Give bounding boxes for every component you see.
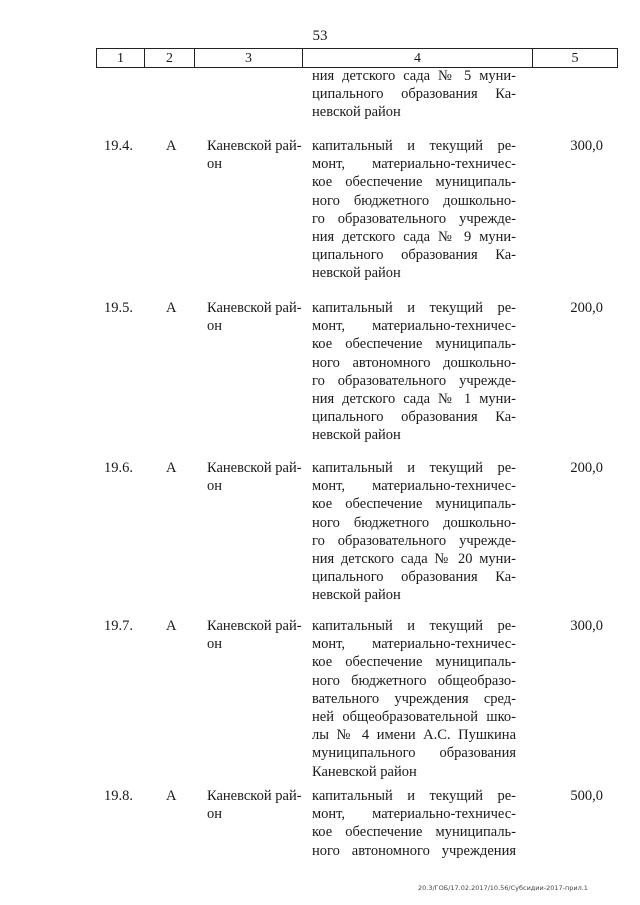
row-description	[312, 299, 516, 445]
description-line: капитальный и текущий ре-	[312, 788, 516, 804]
region-line: Каневской рай-	[207, 460, 302, 476]
description-line: кое обеспечение муниципаль-	[312, 336, 516, 353]
description-line: кое обеспечение муниципаль-	[312, 654, 516, 671]
column-header-2: 2	[145, 49, 195, 67]
row-number: 19.4.	[104, 138, 133, 154]
row-region	[207, 459, 303, 495]
region-line: он	[207, 806, 223, 823]
column-header-4: 4	[303, 49, 533, 67]
region-line: он	[207, 156, 223, 173]
row-region	[207, 787, 303, 823]
row-amount: 500,0	[570, 788, 603, 804]
description-line: ния детского сада № 5 муни-	[312, 68, 516, 84]
description-line: кое обеспечение муниципаль-	[312, 174, 516, 191]
row-amount: 300,0	[570, 618, 603, 634]
row-description	[312, 787, 516, 860]
page-number: 53	[312, 28, 328, 44]
description-line: ного бюджетного общеобразо-	[312, 672, 516, 689]
region-line: Каневской рай-	[207, 618, 302, 634]
region-line: он	[207, 636, 223, 653]
description-line: капитальный и текущий ре-	[312, 138, 516, 154]
row-letter: А	[166, 618, 177, 634]
description-line: лы № 4 имени А.С. Пушкина	[312, 727, 516, 744]
region-line: он	[207, 318, 223, 335]
description-line: монт, материально-техничес-	[312, 318, 516, 335]
region-line: Каневской рай-	[207, 300, 302, 316]
description-line: монт, материально-техничес-	[312, 156, 516, 173]
description-line: ципального образования Ка-	[312, 409, 516, 426]
description-line: капитальный и текущий ре-	[312, 460, 516, 476]
description-line: го образовательного учрежде-	[312, 372, 516, 389]
description-line: монт, материально-техничес-	[312, 806, 516, 823]
row-number: 19.5.	[104, 300, 133, 316]
description-line: го образовательного учрежде-	[312, 210, 516, 227]
row-region	[207, 617, 303, 653]
region-line: Каневской рай-	[207, 788, 302, 804]
description-line: ния детского сада № 9 муни-	[312, 229, 516, 246]
description-line: ней общеобразовательной шко-	[312, 709, 516, 726]
description-line: монт, материально-техничес-	[312, 636, 516, 653]
description-line: Каневской район	[312, 763, 417, 780]
description-line: ципального образования Ка-	[312, 86, 516, 103]
description-line: ципального образования Ка-	[312, 247, 516, 264]
description-line: кое обеспечение муниципаль-	[312, 496, 516, 513]
row-letter: А	[166, 300, 177, 316]
row-number: 19.6.	[104, 460, 133, 476]
description-line: невской район	[312, 427, 401, 444]
description-line: капитальный и текущий ре-	[312, 300, 516, 316]
row-number: 19.8.	[104, 788, 133, 804]
description-line: вательного учреждения сред-	[312, 690, 516, 707]
row-description	[312, 137, 516, 283]
table-column-header-row	[96, 48, 618, 68]
row-description	[312, 617, 516, 781]
description-line: невской район	[312, 104, 401, 121]
column-header-5: 5	[571, 51, 579, 66]
row-letter: А	[166, 138, 177, 154]
description-line: ного автономного учреждения	[312, 842, 516, 859]
continued-description	[312, 67, 516, 122]
description-line: муниципального образования	[312, 745, 516, 762]
description-line: ципального образования Ка-	[312, 569, 516, 586]
description-line: го образовательного учрежде-	[312, 532, 516, 549]
footer-file-reference: 20.3/ГОБ/17.02.2017/10.56/Субсидии-2017-прил.1	[418, 884, 588, 892]
description-line: кое обеспечение муниципаль-	[312, 824, 516, 841]
description-line: ния детского сада № 20 муни-	[312, 551, 516, 568]
description-line: монт, материально-техничес-	[312, 478, 516, 495]
description-line: ного бюджетного дошкольно-	[312, 192, 516, 209]
row-letter: А	[166, 460, 177, 476]
row-number: 19.7.	[104, 618, 133, 634]
description-line: ного автономного дошкольно-	[312, 354, 516, 371]
row-amount: 200,0	[570, 300, 603, 316]
row-amount: 200,0	[570, 460, 603, 476]
description-line: невской район	[312, 265, 401, 282]
row-region	[207, 299, 303, 335]
description-line: ния детского сада № 1 муни-	[312, 391, 516, 408]
row-amount: 300,0	[570, 138, 603, 154]
column-header-3: 3	[195, 49, 303, 67]
row-letter: А	[166, 788, 177, 804]
description-line: капитальный и текущий ре-	[312, 618, 516, 634]
column-header-1: 1	[97, 49, 145, 67]
row-description	[312, 459, 516, 605]
description-line: ного бюджетного дошкольно-	[312, 514, 516, 531]
region-line: он	[207, 478, 223, 495]
region-line: Каневской рай-	[207, 138, 302, 154]
description-line: невской район	[312, 587, 401, 604]
row-region	[207, 137, 303, 173]
